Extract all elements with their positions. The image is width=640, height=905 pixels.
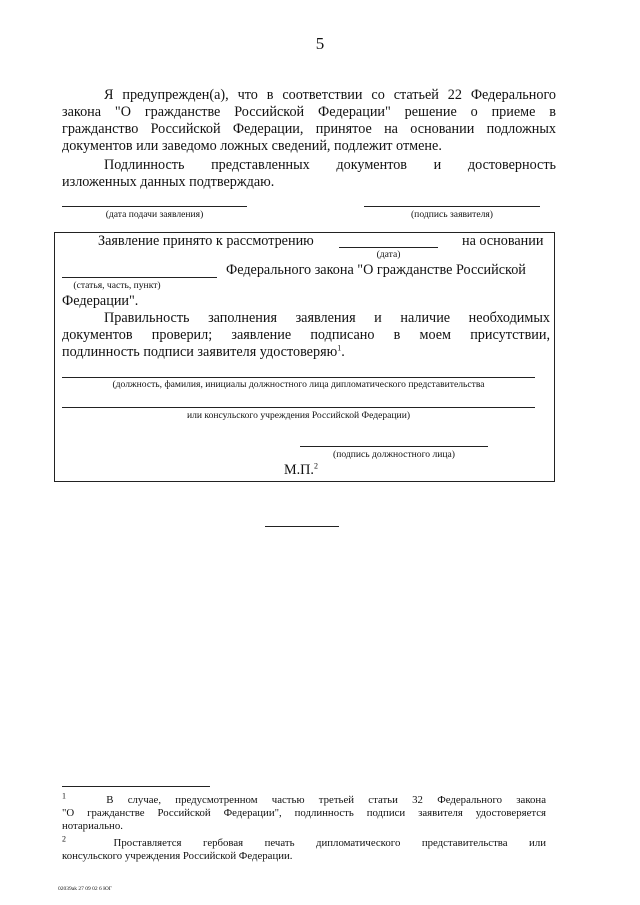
stamp-place (284, 462, 318, 479)
signature-caption: (подпись заявителя) (410, 209, 493, 220)
check-paragraph (62, 310, 550, 361)
accepted-suffix: на основании (462, 233, 544, 249)
law-text: Федерального закона "О гражданстве Российской (226, 262, 526, 278)
warning-line: гражданство Российской Федерации, принятое на основании подложных (62, 121, 556, 137)
check-line: Правильность заполнения заявления и наличие необходимых (104, 310, 550, 326)
stamp-label: М.П. (284, 462, 314, 478)
official-caption: (должность, фамилия, инициалы должностного лица дипломатического представительства (112, 379, 485, 390)
check-line: подлинность подписи заявителя удостоверяю (62, 344, 338, 360)
warning-paragraph (62, 87, 556, 155)
article-line (62, 277, 217, 278)
print-code: 02039ak 27 09 02 6 ЮГ (58, 886, 112, 892)
official-line (62, 377, 535, 378)
footnote-number: 2 (62, 834, 66, 844)
check-end: . (341, 344, 345, 360)
law-end: Федерации". (62, 293, 139, 309)
date-caption: (дата подачи заявления) (105, 209, 204, 220)
page-number: 5 (315, 34, 325, 53)
footnote-rule (62, 786, 210, 787)
footnote-line: "О гражданстве Российской Федерации", подлинность подписи заявителя удостоверяется (62, 807, 546, 819)
footnote-2 (62, 834, 547, 863)
footnote-line: Проставляется гербовая печать дипломатического представительства или (113, 837, 547, 849)
check-line: документов проверил; заявление подписано в моем присутствии, (62, 327, 550, 343)
confirm-line: изложенных данных подтверждаю. (62, 174, 275, 190)
footnote-line: В случае, предусмотренном частью третьей статьи 32 Федерального закона (106, 794, 546, 806)
confirm-line: Подлинность представленных документов и достоверность (104, 157, 556, 173)
footnote-1 (62, 791, 546, 833)
accepted-date-line (339, 247, 438, 248)
accepted-date-caption: (дата) (376, 249, 401, 260)
warning-line: Я предупрежден(а), что в соответствии со статьей 22 Федерального (104, 87, 556, 103)
signature-line (364, 206, 540, 207)
footnote-number: 1 (62, 791, 66, 801)
official-signature-caption: (подпись должностного лица) (333, 449, 455, 460)
footnote-ref-2: 2 (313, 461, 318, 471)
accepted-prefix: Заявление принято к рассмотрению (98, 233, 314, 249)
separator-line (265, 526, 339, 527)
footnote-line: консульского учреждения Российской Федерации. (62, 850, 293, 862)
footnote-line: нотариально. (62, 820, 123, 832)
official-caption-2: или консульского учреждения Российской Федерации) (186, 410, 411, 421)
official-signature-line (300, 446, 488, 447)
date-line (62, 206, 247, 207)
article-caption: (статья, часть, пункт) (73, 280, 161, 291)
warning-line: закона "О гражданстве Российской Федерации" решение о приеме в (62, 104, 556, 120)
warning-line: документов или заведомо ложных сведений, подлежит отмене. (62, 138, 442, 154)
footnote-ref-1: 1 (337, 343, 342, 353)
confirm-paragraph (62, 157, 556, 191)
official-line-2 (62, 407, 535, 408)
